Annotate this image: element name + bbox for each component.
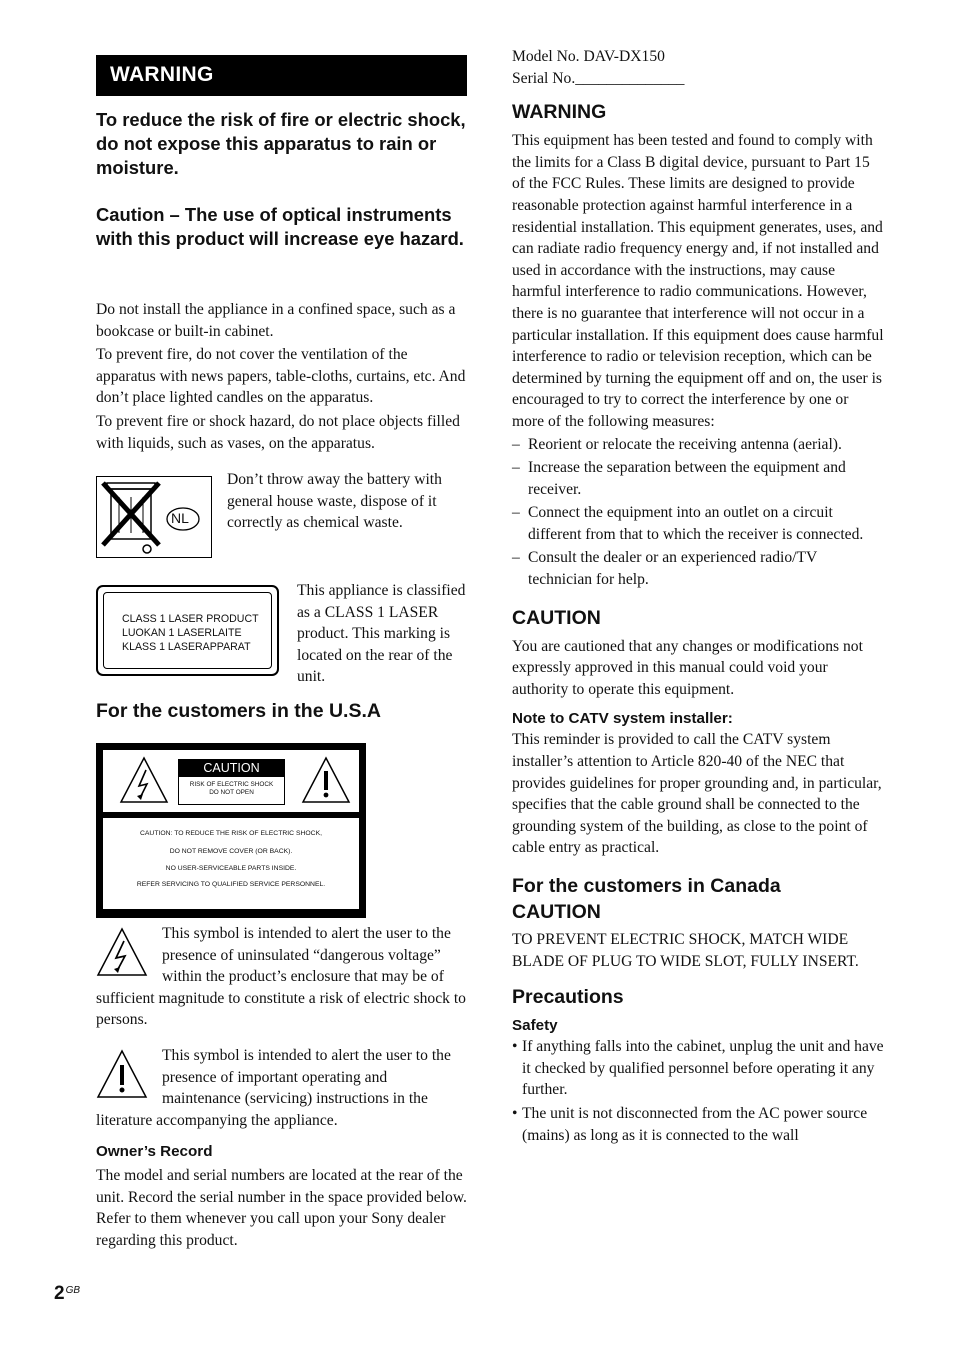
safety-list bbox=[512, 1036, 884, 1146]
canada-heading: For the customers in Canada bbox=[512, 875, 781, 897]
laser-product-label bbox=[96, 585, 279, 676]
caution-label-line-3: NO USER-SERVICEABLE PARTS INSIDE. bbox=[165, 865, 297, 872]
laser-label-line-3: KLASS 1 LASERAPPARAT bbox=[122, 641, 251, 653]
measure-item: – Increase the separation between the equipment and receiver. bbox=[512, 459, 846, 498]
lightning-symbol-text: This symbol is intended to alert the user to the presence of uninsulated “dangerous voltage” within the product’s enclosure that may be of sufficient magnitude to constitute a risk of electric shock to persons. bbox=[96, 925, 466, 1029]
battery-text: Don’t throw away the battery with general house waste, dispose of it correctly as chemical waste. bbox=[227, 471, 442, 532]
owners-record-text: The model and serial numbers are located at the rear of the unit. Record the serial number in the space provided below. Refer to them whenever you call upon your Sony dealer regarding this product. bbox=[96, 1167, 467, 1249]
page-number-suffix: GB bbox=[65, 1285, 81, 1296]
laser-label-line-1: CLASS 1 LASER PRODUCT bbox=[122, 613, 259, 625]
fire-shock-warning: To reduce the risk of fire or electric shock, do not expose this apparatus to rain or moisture. bbox=[96, 109, 466, 178]
fcc-warning-heading: WARNING bbox=[512, 101, 607, 124]
interference-measures bbox=[512, 434, 884, 591]
lightning-symbol-block bbox=[96, 923, 468, 1031]
measure-item: – Reorient or relocate the receiving antenna (aerial). bbox=[512, 435, 842, 453]
caution-heading: CAUTION bbox=[512, 606, 601, 629]
serial-number: Serial No.______________ bbox=[512, 69, 685, 87]
page-number bbox=[54, 1283, 80, 1305]
paragraph-confined-space: Do not install the appliance in a confined space, such as a bookcase or built-in cabinet. bbox=[96, 301, 456, 340]
canada-caution-heading: CAUTION bbox=[512, 901, 601, 923]
safety-heading: Safety bbox=[512, 1017, 558, 1035]
exclamation-symbol-text: This symbol is intended to alert the user to the presence of important operating and maintenance (servicing) instructions in the literature accompanying the appliance. bbox=[96, 1047, 451, 1129]
caution-plate-subtitle-1: RISK OF ELECTRIC SHOCK bbox=[189, 781, 274, 788]
lightning-warning-icon bbox=[119, 756, 169, 804]
optical-caution: Caution – The use of optical instruments with this product will increase eye hazard. bbox=[96, 204, 464, 249]
exclamation-symbol-icon bbox=[96, 1049, 148, 1099]
laser-label-line-2: LUOKAN 1 LASERLAITE bbox=[122, 627, 242, 639]
precautions-heading: Precautions bbox=[512, 986, 624, 1009]
paragraph-liquids: To prevent fire or shock hazard, do not place objects filled with liquids, such as vases, on the apparatus. bbox=[96, 412, 460, 452]
fcc-warning-text: This equipment has been tested and found to comply with the limits for a Class B digital device, pursuant to Part 15 of the FCC Rules. These limits are designed to provide reasonable protection against harmful interference in a residential installation. This equipment generates, uses, and can radiate radio frequency energy and, if not installed and used in accordance with the instructions, may cause harmful interference to radio communications. However, there is no guarantee that interference will not occur in a particular installation. If this equipment does cause harmful interference to radio or television reception, which can be determined by turning the equipment off and on, the user is encouraged to try to correct the interference by one or more of the following measures: bbox=[512, 132, 884, 430]
measure-item: – Consult the dealer or an experienced radio/TV technician for help. bbox=[512, 549, 817, 589]
exclamation-warning-icon bbox=[301, 756, 351, 804]
safety-item: • If anything falls into the cabinet, unplug the unit and have it checked by qualified personnel before operating it any further. bbox=[512, 1038, 884, 1099]
canada-text: TO PREVENT ELECTRIC SHOCK, MATCH WIDE BLADE OF PLUG TO WIDE SLOT, FULLY INSERT. bbox=[512, 931, 859, 970]
caution-label-line-2: DO NOT REMOVE COVER (OR BACK). bbox=[169, 848, 293, 855]
model-number: Model No. DAV-DX150 bbox=[512, 48, 665, 65]
caution-label-line-1: CAUTION: TO REDUCE THE RISK OF ELECTRIC SHOCK, bbox=[139, 830, 323, 837]
usa-heading: For the customers in the U.S.A bbox=[96, 700, 381, 722]
paragraph-ventilation: To prevent fire, do not cover the ventilation of the apparatus with news papers, table-cloths, curtains, etc. And don’t place lighted candles on the apparatus. bbox=[96, 346, 466, 407]
right-column bbox=[512, 46, 884, 1146]
exclamation-symbol-block bbox=[96, 1045, 468, 1131]
measure-item: – Connect the equipment into an outlet on a circuit different from that to which the receiver is connected. bbox=[512, 504, 864, 543]
caution-plate bbox=[178, 759, 285, 805]
battery-disposal-icon bbox=[96, 476, 212, 558]
warning-banner bbox=[96, 55, 467, 96]
safety-item: • The unit is not disconnected from the AC power source (mains) as long as it is connected to the wall bbox=[512, 1104, 868, 1144]
catv-heading: Note to CATV system installer: bbox=[512, 710, 733, 728]
caution-plate-subtitle-2: DO NOT OPEN bbox=[209, 789, 254, 796]
owners-record-heading: Owner’s Record bbox=[96, 1143, 213, 1160]
catv-text: This reminder is provided to call the CATV system installer’s attention to Article 820-40 of the NEC that provides guidelines for proper grounding and, in particular, specifies that the cable ground shall be connected to the grounding system of the building, as close to the point of cable entry as practical. bbox=[512, 731, 882, 857]
lightning-symbol-icon bbox=[96, 927, 148, 977]
laser-text: This appliance is classified as a CLASS 1 LASER product. This marking is located on the rear of the unit. bbox=[297, 582, 466, 686]
warning-banner-title: WARNING bbox=[110, 63, 214, 86]
caution-text: You are cautioned that any changes or modifications not expressly approved in this manual could void your authority to operate this equipment. bbox=[512, 637, 863, 698]
install-paragraphs bbox=[96, 299, 468, 454]
battery-icon-label: NL bbox=[171, 510, 189, 526]
page-number-digit: 2 bbox=[54, 1283, 65, 1304]
caution-label-line-4: REFER SERVICING TO QUALIFIED SERVICE PERSONNEL. bbox=[136, 881, 326, 888]
caution-plate-title: CAUTION bbox=[179, 760, 284, 777]
electric-shock-caution-label bbox=[96, 743, 366, 918]
